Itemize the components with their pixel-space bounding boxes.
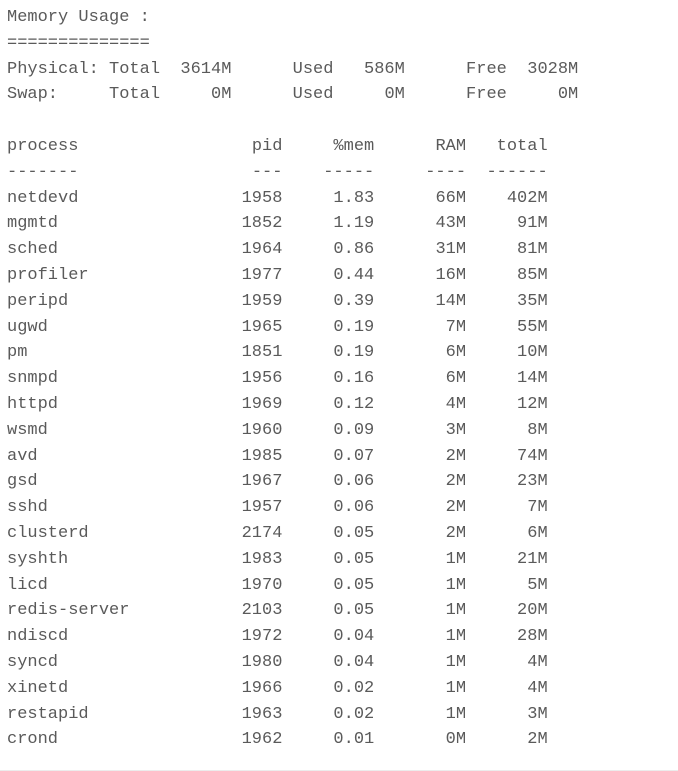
cell-pid: 1983 — [241, 549, 283, 569]
table-row — [7, 237, 678, 263]
physical-memory-line — [7, 57, 678, 83]
cell-mem: 0.44 — [333, 265, 375, 285]
cell-mem: 0.86 — [333, 240, 375, 260]
cell-process: crond — [7, 730, 59, 750]
cell-ram: 1M — [445, 652, 467, 672]
table-row — [7, 702, 678, 728]
cell-ram: 43M — [435, 214, 467, 234]
cell-pid: 1969 — [241, 394, 283, 414]
cell-pid: 1851 — [241, 343, 283, 363]
column-header-total: total — [496, 136, 548, 156]
cell-mem: 0.04 — [333, 652, 375, 672]
cell-ram: 1M — [445, 575, 467, 595]
table-row — [7, 624, 678, 650]
cell-total: 7M — [527, 498, 548, 518]
table-row — [7, 573, 678, 599]
cell-mem: 0.01 — [333, 730, 375, 750]
cell-ram: 66M — [435, 188, 467, 208]
cell-mem: 0.02 — [333, 678, 375, 698]
table-row — [7, 469, 678, 495]
cell-mem: 0.16 — [333, 369, 375, 389]
cell-ram: 6M — [445, 369, 467, 389]
cell-mem: 0.02 — [333, 704, 375, 724]
cell-pid: 2103 — [241, 601, 283, 621]
cell-mem: 0.19 — [333, 343, 375, 363]
cell-pid: 1965 — [241, 317, 283, 337]
cell-pid: 1977 — [241, 265, 283, 285]
column-header-ram: RAM — [435, 136, 467, 156]
cell-total: 3M — [527, 704, 548, 724]
cell-process: redis-server — [7, 601, 130, 621]
cell-total: 5M — [527, 575, 548, 595]
cell-pid: 1970 — [241, 575, 283, 595]
cell-pid: 1852 — [241, 214, 283, 234]
cell-process: sched — [7, 240, 59, 260]
cell-process: restapid — [7, 704, 89, 724]
table-header-row — [7, 134, 678, 160]
cell-total: 2M — [527, 730, 548, 750]
physical-free-label: Free — [466, 59, 507, 79]
physical-total-value: 3614M — [180, 59, 232, 79]
cell-process: httpd — [7, 394, 59, 414]
cell-mem: 1.19 — [333, 214, 375, 234]
cell-pid: 2174 — [241, 523, 283, 543]
cell-total: 4M — [527, 652, 548, 672]
cell-pid: 1966 — [241, 678, 283, 698]
cell-pid: 1963 — [241, 704, 283, 724]
cell-pid: 1972 — [241, 627, 283, 647]
divider-pid: --- — [251, 162, 283, 182]
cell-mem: 0.12 — [333, 394, 375, 414]
cell-ram: 1M — [445, 678, 467, 698]
cell-ram: 2M — [445, 446, 467, 466]
cell-process: pm — [7, 343, 28, 363]
cell-total: 8M — [527, 420, 548, 440]
cell-process: ugwd — [7, 317, 48, 337]
cell-mem: 0.06 — [333, 472, 375, 492]
cell-total: 20M — [517, 601, 548, 621]
cell-ram: 31M — [435, 240, 467, 260]
cell-process: mgmtd — [7, 214, 59, 234]
cell-process: avd — [7, 446, 38, 466]
spacer-line — [7, 108, 678, 134]
table-header-divider — [7, 160, 678, 186]
cell-pid: 1967 — [241, 472, 283, 492]
table-row — [7, 495, 678, 521]
cell-total: 14M — [517, 369, 548, 389]
divider-total: ------ — [486, 162, 548, 182]
table-row — [7, 521, 678, 547]
table-row — [7, 444, 678, 470]
physical-total-label: Total — [109, 59, 161, 79]
table-row — [7, 727, 678, 753]
cell-mem: 0.05 — [333, 575, 375, 595]
cell-ram: 1M — [445, 549, 467, 569]
cell-ram: 14M — [435, 291, 467, 311]
page-title: Memory Usage : — [7, 8, 150, 27]
table-row — [7, 366, 678, 392]
cell-pid: 1964 — [241, 240, 283, 260]
cell-process: sshd — [7, 498, 48, 518]
physical-used-label: Used — [292, 59, 334, 79]
cell-pid: 1959 — [241, 291, 283, 311]
cell-mem: 0.04 — [333, 627, 375, 647]
table-row — [7, 547, 678, 573]
cell-total: 21M — [517, 549, 548, 569]
cell-mem: 1.83 — [333, 188, 375, 208]
cell-process: clusterd — [7, 523, 89, 543]
cell-total: 12M — [517, 394, 548, 414]
cell-pid: 1957 — [241, 498, 283, 518]
table-row — [7, 289, 678, 315]
cell-total: 91M — [517, 214, 548, 234]
cell-total: 402M — [506, 188, 548, 208]
table-row — [7, 211, 678, 237]
swap-total-value: 0M — [211, 85, 232, 105]
cell-ram: 1M — [445, 627, 467, 647]
cell-process: netdevd — [7, 188, 79, 208]
cell-mem: 0.06 — [333, 498, 375, 518]
cell-pid: 1956 — [241, 369, 283, 389]
cell-process: licd — [7, 575, 48, 595]
swap-total-label: Total — [109, 85, 161, 105]
divider-mem: ----- — [323, 162, 375, 182]
cell-process: syncd — [7, 652, 59, 672]
physical-used-value: 586M — [364, 59, 405, 79]
cell-mem: 0.07 — [333, 446, 375, 466]
cell-pid: 1962 — [241, 730, 283, 750]
swap-free-value: 0M — [557, 85, 579, 105]
cell-mem: 0.09 — [333, 420, 375, 440]
column-header-pid: pid — [251, 136, 283, 156]
cell-ram: 1M — [445, 601, 467, 621]
cell-ram: 7M — [445, 317, 467, 337]
table-row — [7, 650, 678, 676]
table-row — [7, 598, 678, 624]
swap-used-value: 0M — [384, 85, 405, 105]
table-row — [7, 263, 678, 289]
table-row — [7, 418, 678, 444]
cell-process: xinetd — [7, 678, 69, 698]
table-row — [7, 392, 678, 418]
table-row — [7, 315, 678, 341]
cell-total: 23M — [517, 472, 548, 492]
cell-process: snmpd — [7, 369, 59, 389]
cell-ram: 6M — [445, 343, 467, 363]
cell-pid: 1985 — [241, 446, 283, 466]
cell-total: 55M — [517, 317, 548, 337]
cell-ram: 3M — [445, 420, 467, 440]
table-row — [7, 186, 678, 212]
cell-ram: 0M — [445, 730, 467, 750]
cell-total: 35M — [517, 291, 548, 311]
cell-total: 81M — [517, 240, 548, 260]
cell-pid: 1980 — [241, 652, 283, 672]
cell-mem: 0.19 — [333, 317, 375, 337]
swap-memory-line — [7, 82, 678, 108]
divider-process: ------- — [7, 162, 79, 182]
cell-ram: 16M — [435, 265, 467, 285]
divider-ram: ---- — [425, 162, 467, 182]
swap-used-label: Used — [292, 85, 334, 105]
cell-ram: 2M — [445, 472, 467, 492]
cell-mem: 0.05 — [333, 549, 375, 569]
swap-free-label: Free — [466, 85, 507, 105]
cell-process: ndiscd — [7, 627, 69, 647]
table-row — [7, 340, 678, 366]
table-row — [7, 676, 678, 702]
cell-pid: 1958 — [241, 188, 283, 208]
cell-mem: 0.05 — [333, 601, 375, 621]
cell-total: 6M — [527, 523, 548, 543]
physical-label: Physical: — [7, 59, 99, 79]
swap-label: Swap: — [7, 85, 59, 105]
title-line — [7, 5, 678, 31]
cell-mem: 0.39 — [333, 291, 375, 311]
cell-total: 28M — [517, 627, 548, 647]
column-header-process: process — [7, 136, 79, 156]
cell-ram: 1M — [445, 704, 467, 724]
cell-pid: 1960 — [241, 420, 283, 440]
cell-total: 4M — [527, 678, 548, 698]
cell-process: wsmd — [7, 420, 48, 440]
cell-process: peripd — [7, 291, 69, 311]
title-underline: ============== — [7, 33, 150, 53]
cell-process: syshth — [7, 549, 69, 569]
cell-mem: 0.05 — [333, 523, 375, 543]
cell-ram: 4M — [445, 394, 467, 414]
title-underline-line — [7, 31, 678, 57]
cell-process: gsd — [7, 472, 38, 492]
cell-total: 85M — [517, 265, 548, 285]
cell-ram: 2M — [445, 523, 467, 543]
cell-process: profiler — [7, 265, 89, 285]
cell-total: 10M — [517, 343, 548, 363]
cell-total: 74M — [517, 446, 548, 466]
cell-ram: 2M — [445, 498, 467, 518]
physical-free-value: 3028M — [527, 59, 579, 79]
column-header-mem: %mem — [333, 136, 375, 156]
